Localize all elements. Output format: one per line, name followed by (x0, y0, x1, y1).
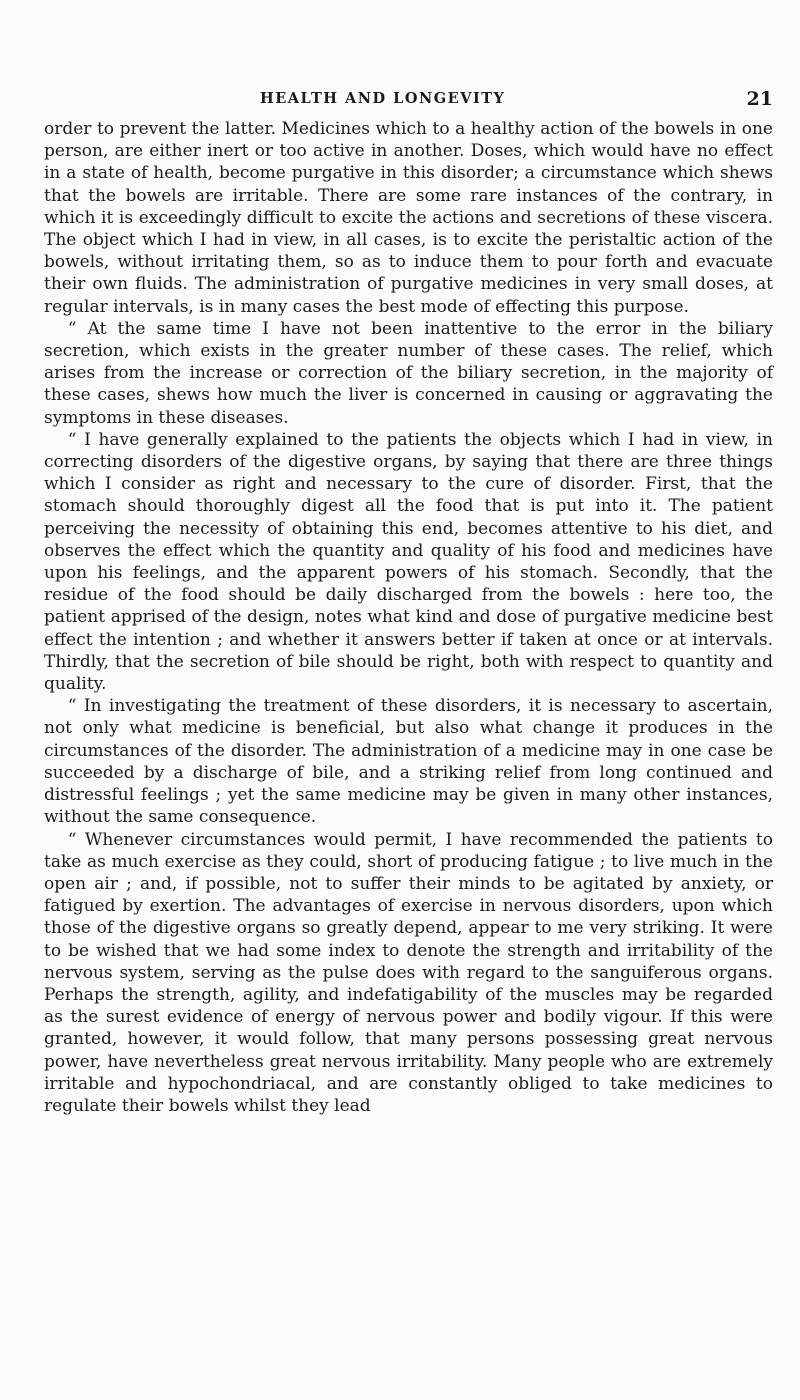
running-head: HEALTH AND LONGEVITY (260, 90, 506, 107)
page-number: 21 (746, 88, 773, 110)
paragraph: “ In investigating the treatment of these disorders, it is necessary to ascertain, not only what medicine is beneficial, but also what change it produces in the circumstances of the disorder. The administration of a medicine may in one case be succeeded by a discharge of bile, and a striking relief from long continued and distressful feelings ; yet the same medicine may be given in many other instances, without the same consequence. (44, 696, 773, 828)
page-header (44, 88, 773, 114)
body-text (44, 118, 773, 1117)
paragraph: “ I have generally explained to the patients the objects which I had in view, in correcting disorders of the digestive organs, by saying that there are three things which I consider as right and necessary to the cure of disorder. First, that the stomach should thoroughly digest all the food that is put into it. The patient perceiving the necessity of obtaining this end, becomes attentive to his diet, and observes the effect which the quantity and quality of his food and medicines have upon his feelings, and the apparent powers of his stomach. Secondly, that the residue of the food should be daily discharged from the bowels : here too, the patient apprised of the design, notes what kind and dose of purgative medicine best effect the intention ; and whether it answers better if taken at once or at intervals. Thirdly, that the secretion of bile should be right, both with respect to quantity and quality. (44, 429, 773, 695)
paragraph: “ Whenever circumstances would permit, I have recommended the patients to take as much exercise as they could, short of producing fatigue ; to live much in the open air ; and, if possible, not to suffer their minds to be agitated by anxiety, or fatigued by exertion. The advantages of exercise in nervous disorders, upon which those of the digestive organs so greatly depend, appear to me very striking. It were to be wished that we had some index to denote the strength and irritability of the nervous system, serving as the pulse does with regard to the sanguiferous organs. Perhaps the strength, agility, and indefatigability of the muscles may be regarded as the surest evidence of energy of nervous power and bodily vigour. If this were granted, however, it would follow, that many persons possessing great nervous power, have nevertheless great nervous irritability. Many people who are extremely irritable and hypochondriacal, and are constantly obliged to take medicines to regulate their bowels whilst they lead (44, 829, 773, 1116)
paragraph: “ At the same time I have not been inattentive to the error in the biliary secretion, which exists in the greater number of these cases. The relief, which arises from the increase or correction of the biliary secretion, in the majority of these cases, shews how much the liver is concerned in causing or aggravating the symptoms in these diseases. (44, 318, 773, 428)
paragraph: order to prevent the latter. Medicines which to a healthy action of the bowels in one person, are either inert or too active in another. Doses, which would have no effect in a state of health, become purgative in this disorder; a circumstance which shews that the bowels are irritable. There are some rare instances of the contrary, in which it is exceedingly difficult to excite the actions and secretions of these viscera. The object which I had in view, in all cases, is to excite the peristaltic action of the bowels, without irritating them, so as to induce them to pour forth and evacuate their own fluids. The administration of purgative medicines in very small doses, at regular intervals, is in many cases the best mode of effecting this purpose. (44, 119, 773, 317)
